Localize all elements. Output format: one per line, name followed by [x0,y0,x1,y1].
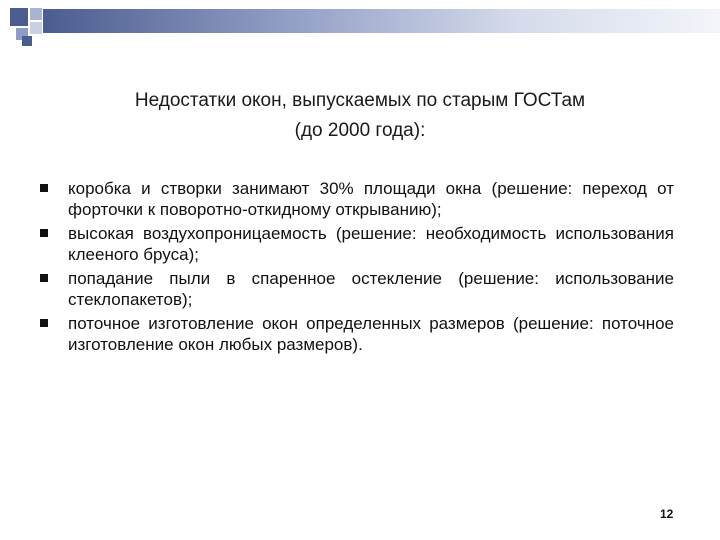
decor-square [10,8,28,26]
header-band [43,9,720,33]
decor-square [22,36,32,46]
square-bullet-icon [40,229,48,237]
square-bullet-icon [40,274,48,282]
square-bullet-icon [40,319,48,327]
square-bullet-icon [40,184,48,192]
decor-square [30,22,42,34]
slide-title [60,86,660,146]
list-item-text: высокая воздухопроницаемость (решение: необходимость использования клееного бруса); [68,224,674,264]
list-item [40,268,674,310]
slide-title-line: (до 2000 года): [294,120,426,141]
list-item [40,178,674,220]
list-item [40,313,674,355]
list-item-text: коробка и створки занимают 30% площади окна (решение: переход от форточки к поворотно-откидному открыванию); [68,179,674,219]
page-number: 12 [660,507,674,521]
list-item [40,223,674,265]
slide-title-line: Недостатки окон, выпускаемых по старым ГОСТам [134,90,586,111]
list-item-text: поточное изготовление окон определенных размеров (решение: поточное изготовление окон любых размеров). [68,314,674,354]
bullet-list [40,178,674,358]
decor-square [30,8,42,20]
list-item-text: попадание пыли в спаренное остекление (решение: использование стеклопакетов); [68,269,674,309]
